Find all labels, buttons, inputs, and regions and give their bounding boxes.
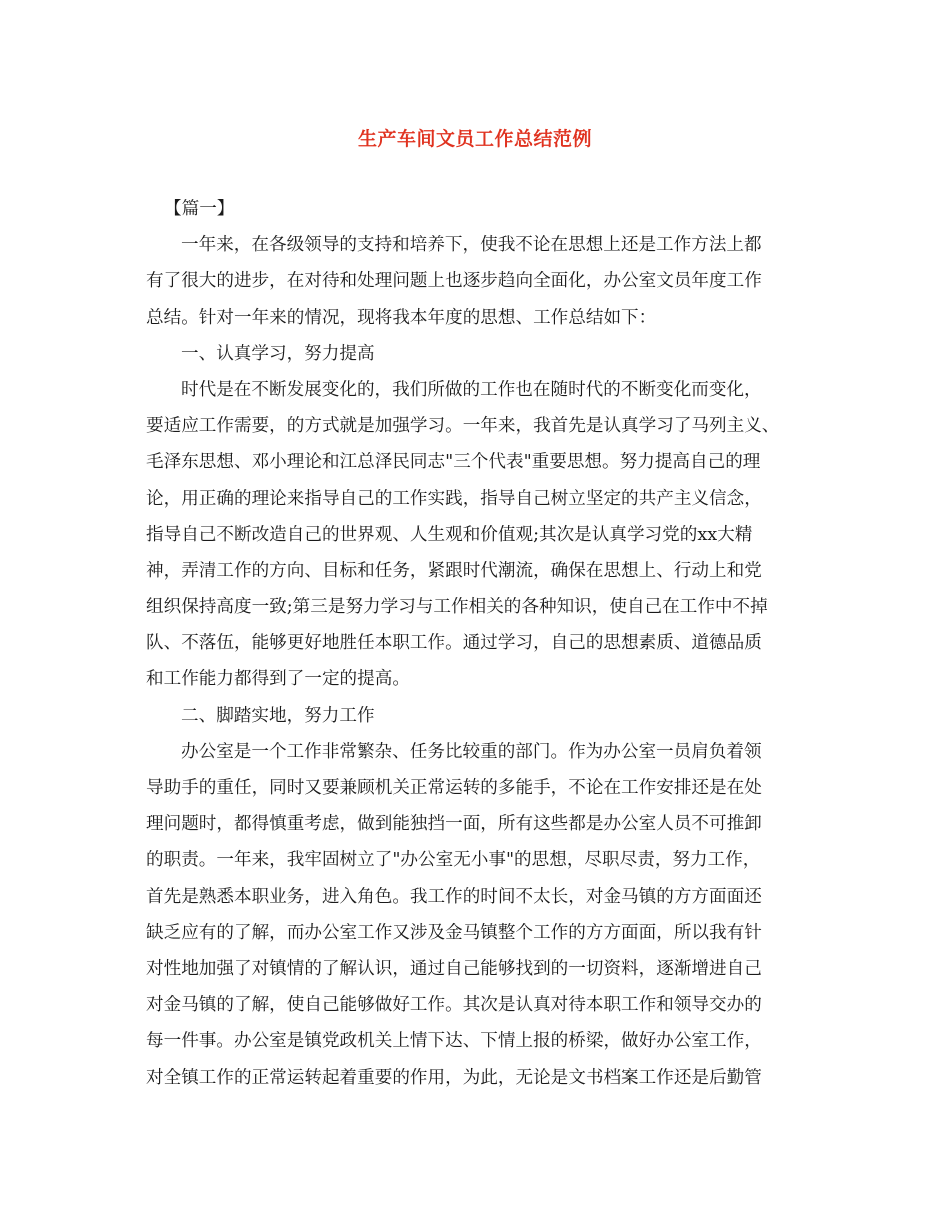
paragraph-line: 每一件事。办公室是镇党政机关上情下达、下情上报的桥梁，做好办公室工作， (146, 1031, 762, 1052)
paragraph-line: 对性地加强了对镇情的了解认识，通过自己能够找到的一切资料，逐渐增进自己 (146, 958, 762, 979)
paragraph-line: 一年来，在各级领导的支持和培养下，使我不论在思想上还是工作方法上都 (181, 235, 762, 256)
paragraph-line: 总结。针对一年来的情况，现将我本年度的思想、工作总结如下： (146, 307, 657, 328)
paragraph-line: 首先是熟悉本职业务，进入角色。我工作的时间不太长，对金马镇的方方面面还 (146, 886, 762, 907)
section-heading: 一、认真学习，努力提高 (181, 343, 375, 364)
paragraph-line: 缺乏应有的了解，而办公室工作又涉及金马镇整个工作的方方面面，所以我有针 (146, 922, 762, 943)
document-body (146, 191, 814, 1096)
paragraph-line: 和工作能力都得到了一定的提高。 (146, 669, 410, 690)
paragraph-line: 办公室是一个工作非常繁杂、任务比较重的部门。作为办公室一员肩负着领 (181, 741, 762, 762)
paragraph-line: 队、不落伍，能够更好地胜任本职工作。通过学习，自己的思想素质、道德品质 (146, 633, 762, 654)
paragraph-line: 理问题时，都得慎重考虑，做到能独挡一面，所有这些都是办公室人员不可推卸 (146, 814, 762, 835)
paragraph-line: 对全镇工作的正常运转起着重要的作用，为此，无论是文书档案工作还是后勤管 (146, 1067, 762, 1088)
paragraph-line: 组织保持高度一致;第三是努力学习与工作相关的各种知识，使自己在工作中不掉 (146, 597, 768, 618)
paragraph-line: 的职责。一年来，我牢固树立了"办公室无小事"的思想，尽职尽责，努力工作， (146, 850, 761, 871)
paragraph-line: 有了很大的进步，在对待和处理问题上也逐步趋向全面化，办公室文员年度工作 (146, 271, 762, 292)
paragraph-line: 神，弄清工作的方向、目标和任务，紧跟时代潮流，确保在思想上、行动上和党 (146, 560, 762, 581)
paragraph-line: 论，用正确的理论来指导自己的工作实践，指导自己树立坚定的共产主义信念， (146, 488, 762, 509)
paragraph-line: 时代是在不断发展变化的，我们所做的工作也在随时代的不断变化而变化， (181, 379, 762, 400)
paragraph-line: 毛泽东思想、邓小理论和江总泽民同志"三个代表"重要思想。努力提高自己的理 (146, 452, 761, 473)
section-label: 【篇一】 (164, 199, 235, 219)
paragraph-line: 指导自己不断改造自己的世界观、人生观和价值观;其次是认真学习党的xx大精 (146, 524, 753, 545)
document-title: 生产车间文员工作总结范例 (357, 128, 592, 150)
paragraph-line: 要适应工作需要，的方式就是加强学习。一年来，我首先是认真学习了马列主义、 (146, 416, 780, 437)
section-heading: 二、脚踏实地，努力工作 (181, 705, 375, 726)
paragraph-line: 导助手的重任，同时又要兼顾机关正常运转的多能手，不论在工作安排还是在处 (146, 778, 762, 798)
paragraph-line: 对金马镇的了解，使自己能够做好工作。其次是认真对待本职工作和领导交办的 (146, 995, 762, 1016)
